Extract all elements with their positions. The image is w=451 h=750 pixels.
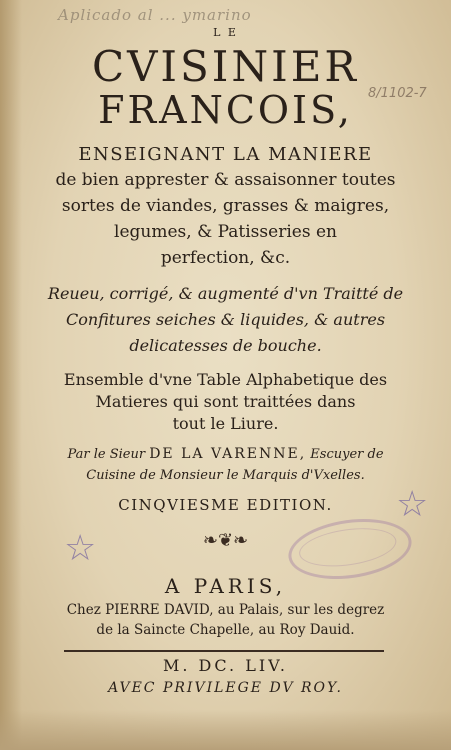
table-line: Ensemble d'vne Table Alphabetique des <box>63 370 388 389</box>
revision-line: delicatesses de bouche. <box>129 336 322 355</box>
subtitle-line: sortes de viandes, grasses & maigres, <box>61 196 390 216</box>
subtitle-line: legumes, & Patisseries en <box>114 222 337 242</box>
imprint-city: A PARIS, <box>164 574 287 598</box>
stamp-star-icon: ☆ <box>64 528 97 569</box>
title-article: L E <box>213 26 238 39</box>
table-line: Matieres qui sont traittées dans <box>95 392 356 411</box>
stamp-star-icon: ☆ <box>396 484 429 525</box>
subtitle-line: perfection, &c. <box>160 248 291 268</box>
shelfmark: 8/1102-7 <box>368 86 427 101</box>
subtitle-heading: ENSEIGNANT LA MANIERE <box>78 144 373 165</box>
library-stamp-inner <box>297 523 399 572</box>
imprint-line-1: Chez PIERRE DAVID, au Palais, sur les degrez <box>66 602 385 618</box>
author-name: DE LA VARENNE, <box>149 446 307 462</box>
page-edge-shadow <box>0 0 22 750</box>
handwritten-note: Aplicado al ... ymarino <box>58 6 252 24</box>
revision-line: Confitures seiches & liquides, & autres <box>65 310 386 329</box>
title-line-2: FRANCOIS, <box>98 88 353 132</box>
printer-ornament: ❧❦❧ <box>202 530 249 551</box>
revision-line: Reueu, corrigé, & augmenté d'vn Traitté de <box>47 284 404 303</box>
divider-rule <box>64 650 384 652</box>
subtitle-line: de bien apprester & assaisonner toutes <box>55 170 396 190</box>
author-line-2: Cuisine de Monsieur le Marquis d'Vxelles. <box>86 468 365 483</box>
table-line: tout le Liure. <box>172 414 279 433</box>
author-line-1 <box>20 446 431 462</box>
page-bottom-shadow <box>0 710 451 750</box>
privilege-line: AVEC PRIVILEGE DV ROY. <box>108 680 343 696</box>
edition: CINQVIESME EDITION. <box>118 496 333 514</box>
title-line-1: CVISINIER <box>91 42 360 91</box>
author-prefix: Par le Sieur <box>67 447 146 462</box>
author-suffix: Escuyer de <box>310 447 384 462</box>
publication-year: M. DC. LIV. <box>162 656 288 675</box>
imprint-line-2: de la Saincte Chapelle, au Roy Dauid. <box>96 622 355 638</box>
